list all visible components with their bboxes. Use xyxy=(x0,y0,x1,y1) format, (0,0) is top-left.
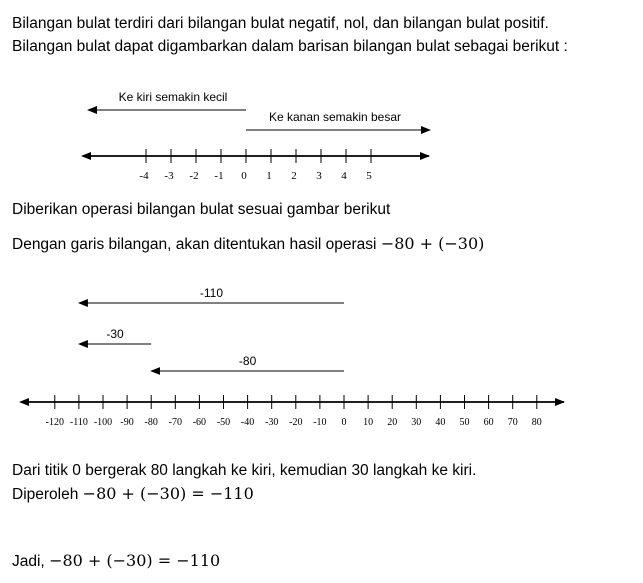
steps-text: Dari titik 0 bergerak 80 langkah ke kiri, kemudian 30 langkah ke kiri. xyxy=(12,462,477,479)
tick-label: 10 xyxy=(363,417,374,428)
operation-arrow-label: -30 xyxy=(106,327,124,341)
tick-label: -3 xyxy=(164,170,174,182)
tick-label: -120 xyxy=(45,417,64,428)
tick-label: 2 xyxy=(291,170,297,182)
tick-label: 5 xyxy=(366,170,372,182)
tick-label: 40 xyxy=(435,417,446,428)
right-direction-label: Ke kanan semakin besar xyxy=(268,110,402,124)
tick-label: -10 xyxy=(313,417,327,428)
intro-text-1: Bilangan bulat terdiri dari bilangan bulat negatif, nol, dan bilangan bulat positif. xyxy=(12,15,549,32)
tick-label: -70 xyxy=(168,417,182,428)
result-prefix: Diperoleh xyxy=(12,486,83,503)
tick-label: 80 xyxy=(531,417,542,428)
tick-label: -4 xyxy=(139,170,149,182)
tick-label: 4 xyxy=(341,170,347,182)
tick-label: -60 xyxy=(192,417,207,428)
result-expression: −80 + (−30) = −110 xyxy=(82,484,254,503)
intro-text-2: Bilangan bulat dapat digambarkan dalam barisan bilangan bulat sebagai berikut : xyxy=(12,38,568,55)
method-prefix: Dengan garis bilangan, akan ditentukan hasil operasi xyxy=(12,236,381,253)
tick-label: -110 xyxy=(69,417,88,428)
tick-label: 20 xyxy=(387,417,398,428)
operation-arrow-label: -80 xyxy=(238,354,257,368)
tick-label: -80 xyxy=(144,417,158,428)
tick-label: 50 xyxy=(459,417,470,428)
tick-label: 0 xyxy=(341,417,347,428)
tick-label: 60 xyxy=(483,417,494,428)
operation-arrow-label: -110 xyxy=(199,286,224,300)
tick-label: -40 xyxy=(240,417,255,428)
conclusion-expression: −80 + (−30) = −110 xyxy=(49,551,221,570)
tick-label: -2 xyxy=(189,170,199,182)
tick-label: 30 xyxy=(411,417,422,428)
tick-label: -50 xyxy=(216,417,231,428)
tick-label: 70 xyxy=(507,417,518,428)
tick-label: -30 xyxy=(265,417,279,428)
tick-label: 3 xyxy=(316,170,322,182)
given-text: Diberikan operasi bilangan bulat sesuai gambar berikut xyxy=(12,201,391,218)
tick-label: 0 xyxy=(241,170,247,182)
tick-label: -20 xyxy=(289,417,303,428)
conclusion-prefix: Jadi, xyxy=(12,553,50,570)
tick-label: -1 xyxy=(214,170,224,182)
tick-label: -90 xyxy=(120,417,134,428)
result-text xyxy=(12,484,254,505)
conclusion-text xyxy=(12,551,220,572)
method-expression: −80 + (−30) xyxy=(380,234,485,253)
tick-label: 1 xyxy=(266,170,272,182)
tick-label: -100 xyxy=(93,417,113,428)
left-direction-label: Ke kiri semakin kecil xyxy=(118,90,228,104)
